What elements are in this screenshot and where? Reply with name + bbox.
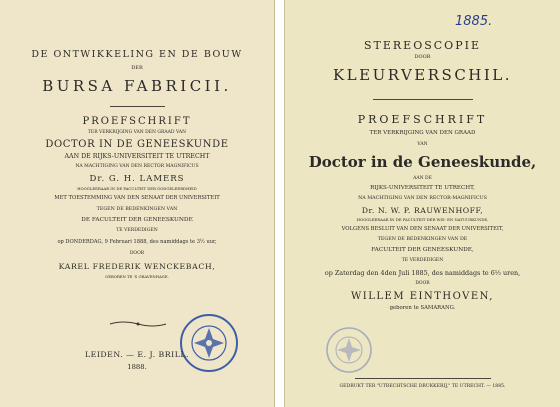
left-faculteit: DE FACULTEIT DER GENEESKUNDE [81,217,193,223]
right-ter-verkrijging: TER VERKRIJGING VAN DEN GRAAD [369,130,476,136]
left-tegen: TEGEN DE BEDENKINGEN VAN [96,207,178,212]
left-door: DOOR [129,251,145,256]
right-na-machtiging: NA MACHTIGING VAN DEN RECTOR-MAGNIFICUS [358,196,487,201]
right-datum: op Zaterdag den 4den Juli 1885, des namiddags te 6½ uren, [324,269,521,277]
left-ornament-icon [108,320,168,328]
right-volgens: VOLGENS BESLUIT VAN DEN SENAAT DER UNIVERSITEIT, [341,226,504,232]
right-title-main: KLEURVERSCHIL. [332,66,513,84]
left-divider-top [110,106,165,107]
right-rector-desc: HOOGLEERAAR IN DE FACULTEIT DER WIS- EN NATUURKUNDE, [356,217,489,222]
left-doctor: DOCTOR IN DE GENEESKUNDE [45,139,229,150]
left-rector: Dr. G. H. LAMERS [89,174,185,184]
right-divider-top [373,99,473,100]
right-proefschrift: PROEFSCHRIFT [357,113,488,126]
left-geboren: GEBOREN TE 'S GRAVENHAGE. [105,274,169,279]
right-rector: Dr. N. W. P. RAUWENHOFF, [361,206,484,215]
left-na-machtiging: NA MACHTIGING VAN DEN RECTOR MAGNIFICUS [75,164,199,169]
right-printer: GEDRUKT TER "UTRECHTSCHE DRUKKERIJ," TE UTRECHT. — 1885. [339,384,506,389]
left-te-verdedigen: TE VERDEDIGEN [116,228,158,233]
right-van: VAN [417,142,428,147]
left-aan-de: AAN DE RIJKS-UNIVERSITEIT TE UTRECHT [64,153,210,160]
left-met-toestemming: MET TOESTEMMING VAN DEN SENAAT DER UNIVERSITEIT [54,195,220,201]
handwritten-annotation: 1885. [455,14,493,29]
right-auteur: WILLEM EINTHOVEN, [351,291,494,302]
left-auteur: KAREL FREDERIK WENCKEBACH, [58,262,216,271]
right-geboren: geboren te SAMARANG. [389,305,456,311]
right-door: DOOR [415,281,430,286]
left-title-page [0,0,275,407]
left-ter-verkrijging: TER VERKRIJGING VAN DEN GRAAD VAN [87,130,187,135]
right-title-top: STEREOSCOPIE [364,39,481,52]
left-publisher: LEIDEN. — E. J. BRILL. [84,350,190,359]
left-proefschrift: PROEFSCHRIFT [82,116,192,127]
left-title-top: DE ONTWIKKELING EN DE BOUW [31,49,243,60]
right-library-stamp-icon [325,326,373,374]
left-rector-desc: HOOGLEERAAR IN DE FACULTEIT DER GODGELEERDHEID [77,186,197,191]
right-title-page [284,0,560,407]
left-der: DER [131,65,143,71]
right-door-small: DOOR [414,54,431,60]
right-te-verdedigen: TE VERDEDIGEN [401,258,444,263]
left-datum: op DONDERDAG, 9 Februari 1888, des namiddags te 3½ uur, [57,239,217,245]
right-rijks: RIJKS-UNIVERSITEIT TE UTRECHT, [370,185,475,191]
right-tegen: TEGEN DE BEDENKINGEN VAN DE [377,237,468,242]
right-faculteit: FACULTEIT DER GENEESKUNDE, [371,247,474,253]
left-title-main: BURSA FABRICII. [42,77,232,95]
right-divider-bottom [355,378,491,379]
left-year: 1888. [127,363,147,371]
right-aan-de: AAN DE [413,176,432,181]
right-doctor: Doctor in de Geneeskunde, [308,153,537,171]
